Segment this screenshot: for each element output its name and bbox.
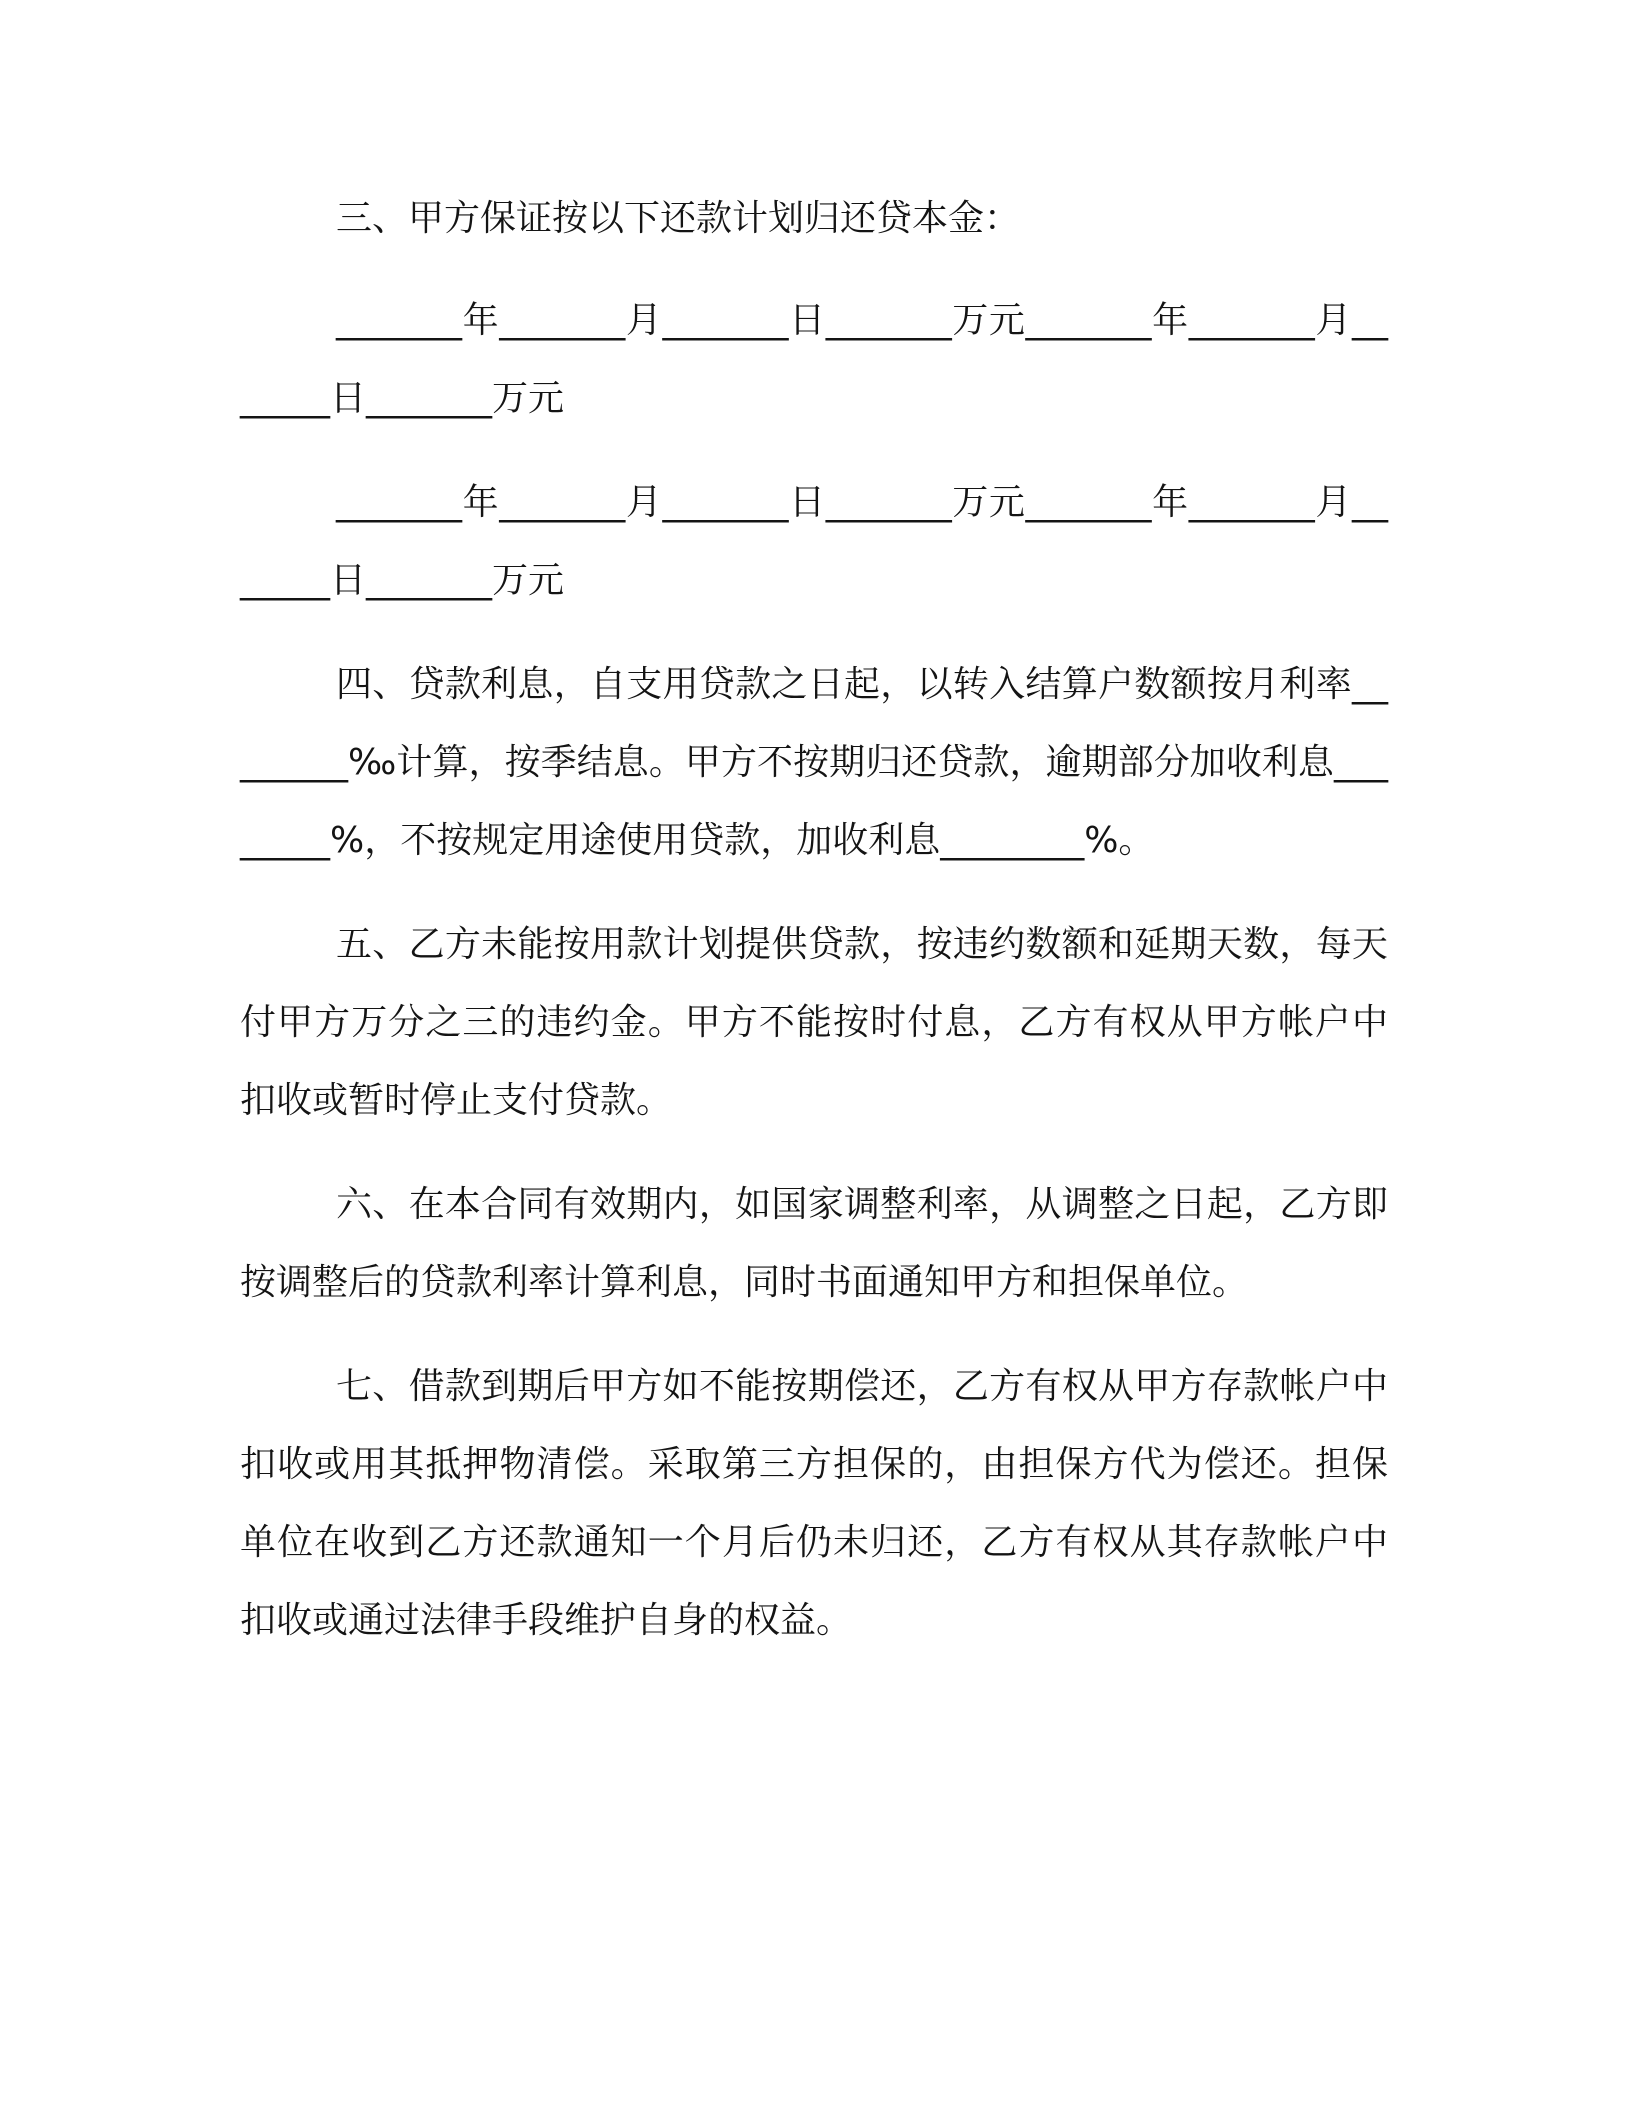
clause-3-repayment-plan: 三、甲方保证按以下还款计划归还贷本金： (336, 198, 1021, 239)
repayment-schedule-line-1: _______年_______月_______日_______万元_______年_______月_______日_______万元 (240, 300, 1389, 419)
clause-5-lender-default: 五、乙方未能按用款计划提供贷款，按违约数额和延期天数，每天付甲方万分之三的违约金。甲方不能按时付息，乙方有权从甲方帐户中扣收或暂时停止支付贷款。 (240, 924, 1388, 1121)
clause-4-loan-interest: 四、贷款利息，自支用贷款之日起，以转入结算户数额按月利率________‰计算，按季结息。甲方不按期归还贷款，逾期部分加收利息________%，不按规定用途使用贷款，加收利息________%。 (240, 664, 1388, 861)
repayment-schedule-line-2: _______年_______月_______日_______万元_______年_______月_______日_______万元 (240, 482, 1389, 601)
clause-7-overdue-repayment: 七、借款到期后甲方如不能按期偿还，乙方有权从甲方存款帐户中扣收或用其抵押物清偿。采取第三方担保的，由担保方代为偿还。担保单位在收到乙方还款通知一个月后仍未归还，乙方有权从其存款帐户中扣收或通过法律手段维护自身的权益。 (240, 1366, 1388, 1641)
clause-6-rate-adjustment: 六、在本合同有效期内，如国家调整利率，从调整之日起，乙方即按调整后的贷款利率计算利息，同时书面通知甲方和担保单位。 (240, 1184, 1388, 1303)
